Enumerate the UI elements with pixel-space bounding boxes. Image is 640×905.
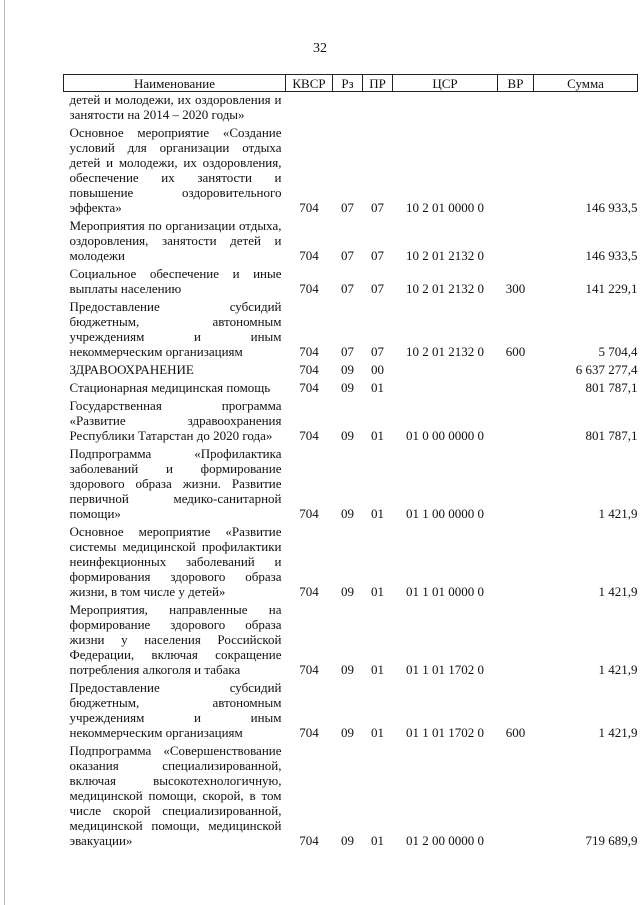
row-name: детей и молодежи, их оздоровления и занятости на 2014 – 2020 годы» [69, 92, 282, 122]
row-csr: 01 1 01 1702 0 [406, 725, 484, 740]
row-vr: 600 [505, 344, 526, 359]
header-csr: ЦСР [393, 75, 498, 92]
row-name: Предоставление субсидий бюджетным, автономным учреждениям и иным некоммерческим организациям [69, 680, 282, 740]
row-name: ЗДРАВООХРАНЕНИЕ [69, 362, 194, 377]
row-csr [393, 360, 498, 378]
row-vr [498, 741, 534, 849]
row-rz: 09 [341, 833, 354, 848]
header-rz: Рз [333, 75, 363, 92]
row-vr [498, 92, 534, 124]
row-pr: 01 [371, 584, 384, 599]
row-rz: 09 [341, 662, 354, 677]
row-csr: 01 1 01 0000 0 [406, 584, 484, 599]
row-rz: 09 [341, 506, 354, 521]
row-vr [498, 123, 534, 216]
row-name: Мероприятия, направленные на формирование здорового образа жизни у населения Российской Федерации, включая сокращение потребления алкоголя и табака [69, 602, 282, 677]
row-kvsr: 704 [299, 584, 319, 599]
row-sum: 146 933,5 [585, 200, 638, 215]
header-name: Наименование [64, 75, 286, 92]
row-sum: 1 421,9 [598, 725, 638, 740]
header-pr: ПР [363, 75, 393, 92]
row-kvsr: 704 [299, 428, 319, 443]
row-name: Государственная программа «Развитие здравоохранения Республики Татарстан до 2020 года» [69, 398, 282, 443]
row-name: Мероприятия по организации отдыха, оздоровления, занятости детей и молодежи [69, 218, 282, 263]
row-sum: 146 933,5 [585, 248, 638, 263]
row-rz: 09 [341, 380, 354, 395]
table-row [64, 264, 638, 297]
header-vr: ВР [498, 75, 534, 92]
row-csr: 10 2 01 0000 0 [406, 200, 484, 215]
table-row [64, 741, 638, 849]
row-vr: 600 [505, 725, 526, 740]
row-kvsr: 704 [299, 506, 319, 521]
budget-table [63, 74, 638, 849]
header-kvsr: КВСР [286, 75, 333, 92]
table-body [64, 92, 638, 850]
row-rz [333, 92, 363, 124]
row-pr: 07 [371, 200, 384, 215]
row-sum: 1 421,9 [598, 662, 638, 677]
row-kvsr: 704 [299, 248, 319, 263]
row-pr: 01 [371, 662, 384, 677]
row-vr [498, 522, 534, 600]
table-row [64, 678, 638, 741]
row-pr: 01 [371, 506, 384, 521]
row-kvsr: 704 [299, 380, 319, 395]
row-vr [498, 360, 534, 378]
header-row [64, 75, 638, 92]
table-row [64, 360, 638, 378]
row-pr: 01 [371, 725, 384, 740]
row-rz: 07 [341, 248, 354, 263]
row-kvsr: 704 [299, 200, 319, 215]
row-csr [393, 378, 498, 396]
binding-margin-mark [4, 0, 5, 905]
row-csr: 01 2 00 0000 0 [406, 833, 484, 848]
row-kvsr: 704 [299, 281, 319, 296]
row-csr [393, 92, 498, 124]
row-name: Подпрограмма «Профилактика заболеваний и формирование здорового образа жизни. Развитие первичной медико-санитарной помощи» [69, 446, 282, 521]
row-rz: 09 [341, 362, 354, 377]
row-pr [363, 92, 393, 124]
row-vr [498, 378, 534, 396]
row-pr: 07 [371, 281, 384, 296]
row-vr: 300 [505, 281, 526, 296]
row-name: Социальное обеспечение и иные выплаты населению [69, 266, 282, 296]
row-csr: 10 2 01 2132 0 [406, 248, 484, 263]
row-sum: 801 787,1 [585, 428, 638, 443]
row-csr: 01 1 01 1702 0 [406, 662, 484, 677]
row-kvsr: 704 [299, 725, 319, 740]
row-pr: 07 [371, 344, 384, 359]
table-row [64, 378, 638, 396]
row-pr: 01 [371, 428, 384, 443]
row-rz: 09 [341, 725, 354, 740]
row-vr [498, 600, 534, 678]
row-rz: 07 [341, 344, 354, 359]
row-pr: 07 [371, 248, 384, 263]
header-sum: Сумма [534, 75, 638, 92]
row-name: Предоставление субсидий бюджетным, автономным учреждениям и иным некоммерческим организациям [69, 299, 282, 359]
row-sum: 6 637 277,4 [575, 362, 638, 377]
table-row [64, 297, 638, 360]
table-row [64, 123, 638, 216]
table-row [64, 522, 638, 600]
row-rz: 07 [341, 281, 354, 296]
row-name: Стационарная медицинская помощь [69, 380, 271, 395]
table-row [64, 92, 638, 124]
row-csr: 10 2 01 2132 0 [406, 344, 484, 359]
table-row [64, 600, 638, 678]
table-row [64, 216, 638, 264]
table-row [64, 444, 638, 522]
row-vr [498, 396, 534, 444]
row-sum: 141 229,1 [585, 281, 638, 296]
row-rz: 07 [341, 200, 354, 215]
row-name: Основное мероприятие «Развитие системы медицинской профилактики неинфекционных заболеваний и формирования здорового образа жизни, в том числе у детей» [69, 524, 282, 599]
row-pr: 00 [371, 362, 384, 377]
row-vr [498, 444, 534, 522]
table-row [64, 396, 638, 444]
row-kvsr: 704 [299, 662, 319, 677]
row-sum: 5 704,4 [598, 344, 638, 359]
row-csr: 01 1 00 0000 0 [406, 506, 484, 521]
row-kvsr: 704 [299, 833, 319, 848]
page-number: 32 [313, 41, 327, 56]
row-sum: 1 421,9 [598, 506, 638, 521]
row-pr: 01 [371, 380, 384, 395]
row-kvsr: 704 [299, 362, 319, 377]
row-kvsr [286, 92, 333, 124]
row-sum [534, 92, 638, 124]
row-csr: 10 2 01 2132 0 [406, 281, 484, 296]
row-sum: 1 421,9 [598, 584, 638, 599]
row-rz: 09 [341, 428, 354, 443]
row-kvsr: 704 [299, 344, 319, 359]
row-sum: 801 787,1 [585, 380, 638, 395]
row-pr: 01 [371, 833, 384, 848]
row-vr [498, 216, 534, 264]
row-csr: 01 0 00 0000 0 [406, 428, 484, 443]
row-name: Подпрограмма «Совершенствование оказания специализированной, включая высокотехнологичную, медицинской помощи, скорой, в том числе скорой специализированной, медицинской помощи, медицинской эвакуации» [69, 743, 282, 848]
row-rz: 09 [341, 584, 354, 599]
row-sum: 719 689,9 [585, 833, 638, 848]
row-name: Основное мероприятие «Создание условий для организации отдыха детей и молодежи, их оздоровления, обеспечение их занятости и повышение оздоровительного эффекта» [69, 125, 282, 215]
